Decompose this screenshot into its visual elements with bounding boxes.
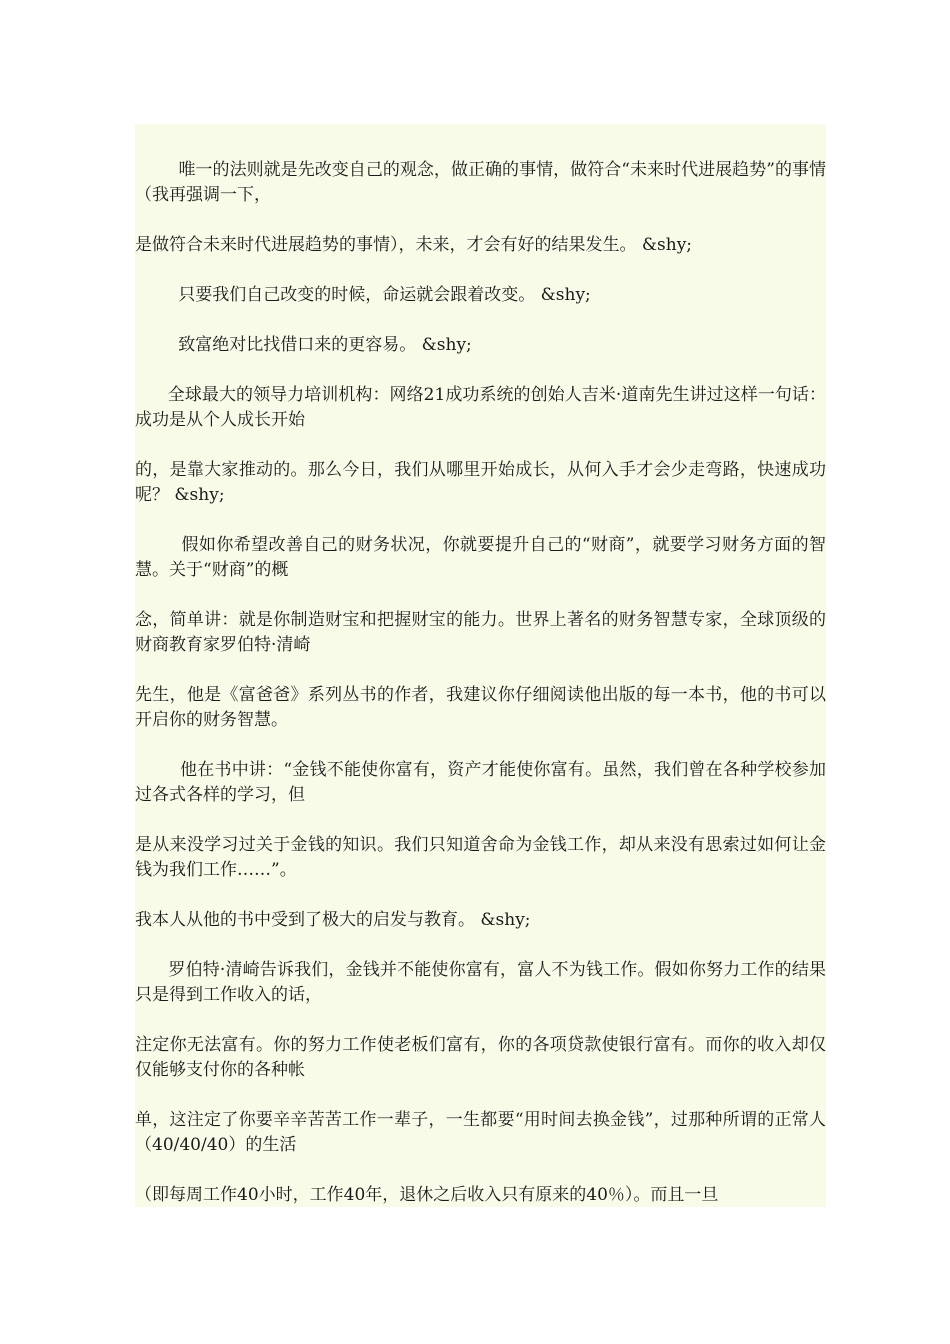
paragraph-11: 是从来没学习过关于金钱的知识。我们只知道舍命为金钱工作，却从来没有思索过如何让金钱为我们工作……”。 [135, 835, 826, 880]
paragraph-4: 致富绝对比找借口来的更容易。 &shy; [135, 335, 472, 355]
paragraph-3: 只要我们自己改变的时候，命运就会跟着改变。 &shy; [135, 285, 591, 305]
paragraph-15: 单，这注定了你要辛辛苦苦工作一辈子，一生都要“用时间去换金钱”，过那种所谓的正常人（40/40/40）的生活 [135, 1110, 826, 1155]
paragraph-13: 罗伯特·清崎告诉我们，金钱并不能使你富有，富人不为钱工作。假如你努力工作的结果只是得到工作收入的话， [135, 960, 826, 1005]
paragraph-14: 注定你无法富有。你的努力工作使老板们富有，你的各项贷款使银行富有。而你的收入却仅仅能够支付你的各种帐 [135, 1035, 826, 1080]
paragraph-9: 先生，他是《富爸爸》系列丛书的作者，我建议你仔细阅读他出版的每一本书，他的书可以开启你的财务智慧。 [135, 685, 826, 730]
paragraph-12: 我本人从他的书中受到了极大的启发与教育。 &shy; [135, 910, 531, 930]
paragraph-5: 全球最大的领导力培训机构：网络21成功系统的创始人吉米·道南先生讲过这样一句话：成功是从个人成长开始 [135, 385, 826, 430]
paragraph-7: 假如你希望改善自己的财务状况，你就要提升自己的“财商”，就要学习财务方面的智慧。关于“财商”的概 [135, 535, 826, 580]
paragraph-8: 念，简单讲：就是你制造财宝和把握财宝的能力。世界上著名的财务智慧专家，全球顶级的财商教育家罗伯特·清崎 [135, 610, 826, 655]
paragraph-6: 的，是靠大家推动的。那么今日，我们从哪里开始成长，从何入手才会少走弯路，快速成功呢？ &shy; [135, 460, 826, 505]
paragraph-16: （即每周工作40小时，工作40年，退休之后收入只有原来的40％）。而且一旦 [135, 1185, 719, 1205]
article-panel [135, 124, 826, 1207]
paragraph-2: 是做符合未来时代进展趋势的事情），未来，才会有好的结果发生。 &shy; [135, 235, 693, 255]
paragraph-10: 他在书中讲：“金钱不能使你富有，资产才能使你富有。虽然，我们曾在各种学校参加过各式各样的学习，但 [135, 760, 826, 805]
paragraph-1: 唯一的法则就是先改变自己的观念，做正确的事情，做符合“未来时代进展趋势”的事情（我再强调一下， [135, 160, 826, 205]
